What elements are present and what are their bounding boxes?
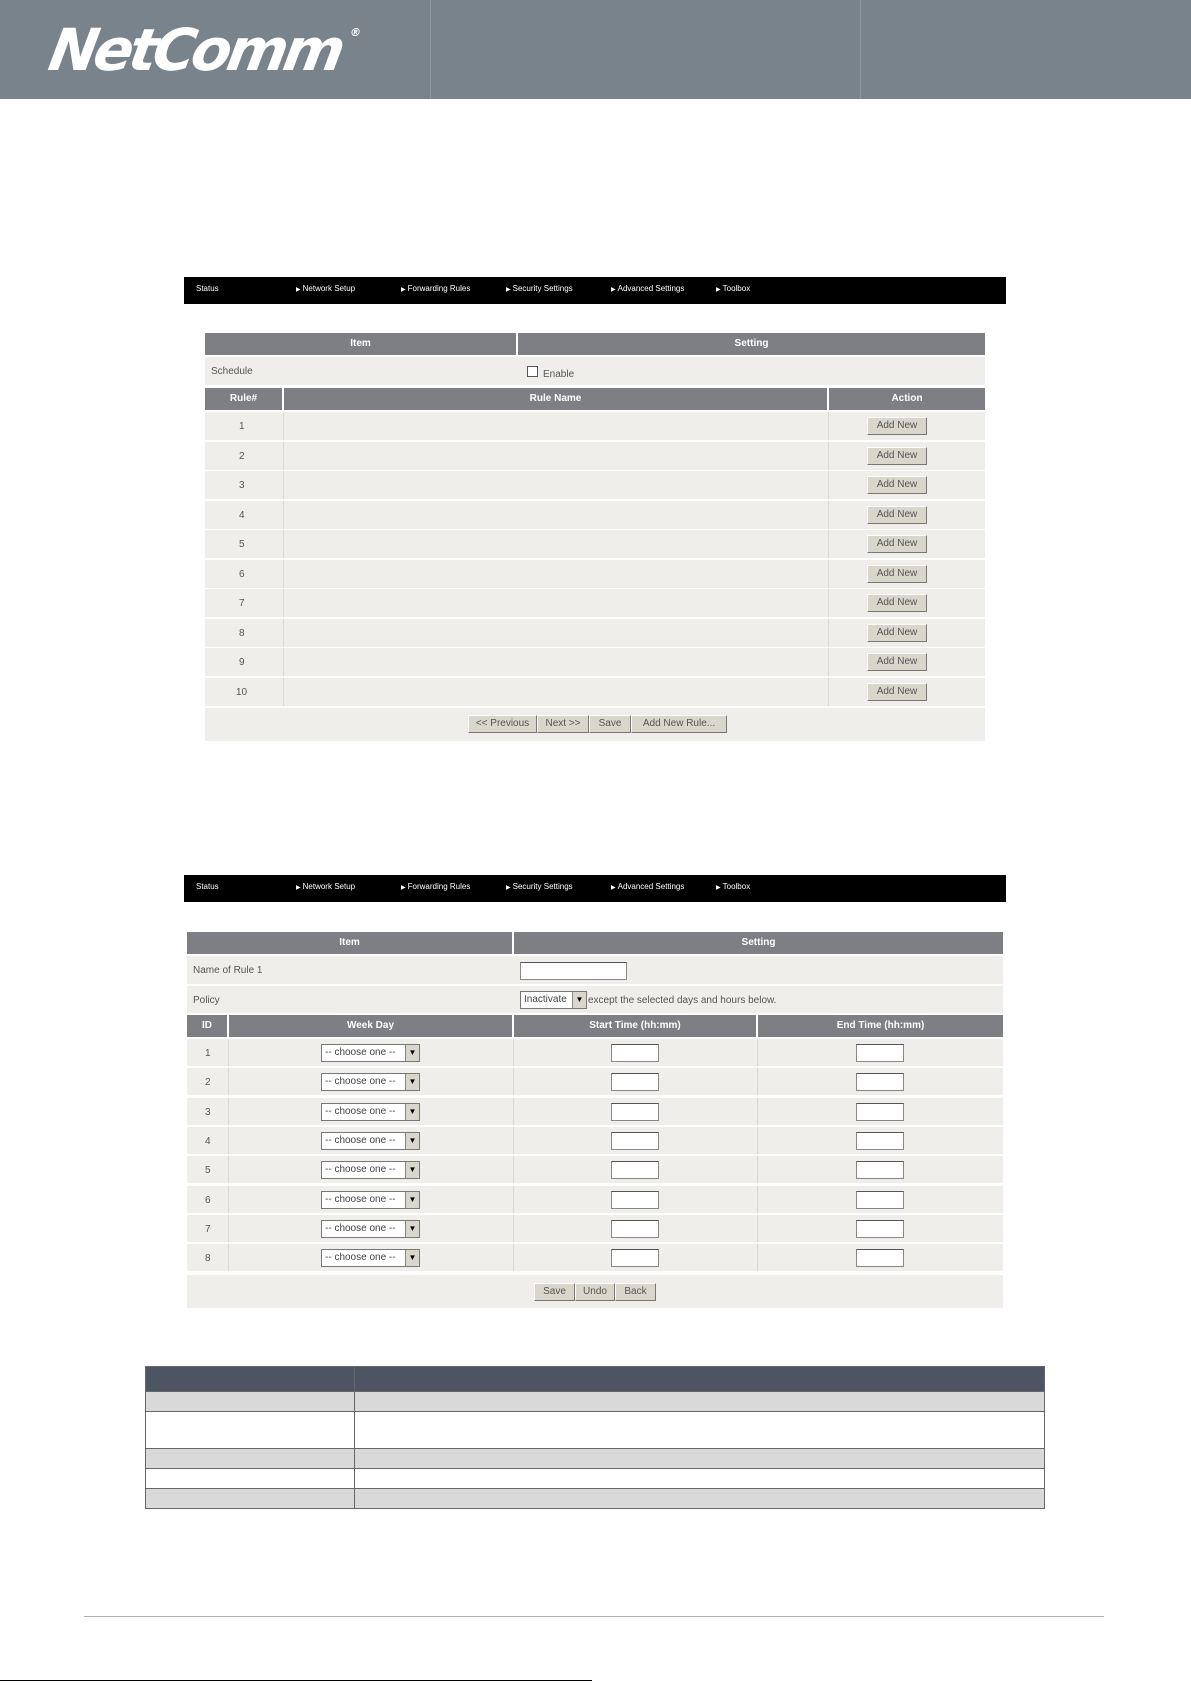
- nav-label: Security Settings: [512, 882, 573, 891]
- week-day-selected-value: -- choose one --: [325, 1105, 396, 1117]
- week-day-selected-value: -- choose one --: [325, 1193, 396, 1205]
- column-divider: [283, 530, 284, 558]
- column-divider: [283, 678, 284, 706]
- add-new-button[interactable]: Add New: [867, 447, 927, 465]
- nav-label: Toolbox: [722, 284, 751, 293]
- table-cell: [355, 1469, 1045, 1489]
- header-item: Item: [187, 932, 512, 954]
- table-cell: [355, 1412, 1045, 1449]
- back-button[interactable]: Back: [615, 1283, 656, 1301]
- header-rule-name: Rule Name: [284, 388, 827, 410]
- nav-label: Advanced Settings: [617, 882, 685, 891]
- dropdown-arrow-icon: ▼: [405, 1045, 419, 1061]
- rule-number: 9: [239, 657, 245, 668]
- row-id: 1: [205, 1048, 211, 1059]
- add-new-button[interactable]: Add New: [867, 476, 927, 494]
- table-cell: [355, 1489, 1045, 1509]
- column-divider: [513, 1098, 514, 1125]
- rule-number: 2: [239, 450, 245, 462]
- save-button[interactable]: Save: [589, 715, 631, 733]
- column-divider: [757, 1215, 758, 1242]
- dropdown-arrow-icon: ▼: [405, 1074, 419, 1090]
- column-divider: [828, 471, 829, 499]
- header-week-day: Week Day: [229, 1015, 512, 1037]
- rule-number: 10: [236, 686, 248, 698]
- add-new-button[interactable]: Add New: [867, 683, 927, 701]
- row-id: 7: [205, 1223, 211, 1235]
- logo-text: NetComm: [44, 16, 347, 84]
- column-divider: [757, 1068, 758, 1095]
- end-time-input[interactable]: [856, 1220, 904, 1238]
- column-divider: [757, 1127, 758, 1154]
- table-cell: [146, 1489, 355, 1509]
- week-day-select[interactable]: [321, 1103, 420, 1121]
- header-rule-number: Rule#: [205, 388, 282, 410]
- start-time-input[interactable]: [611, 1132, 659, 1150]
- column-divider: [228, 1215, 229, 1242]
- play-arrow-icon: ▶: [716, 885, 721, 891]
- nav-label: Network Setup: [302, 882, 356, 891]
- nav-label: Forwarding Rules: [407, 882, 471, 891]
- week-day-selected-value: -- choose one --: [325, 1134, 396, 1146]
- rule-number: 3: [239, 480, 245, 491]
- week-day-selected-value: -- choose one --: [325, 1252, 396, 1264]
- header-item: Item: [205, 333, 516, 355]
- play-arrow-icon: ▶: [611, 287, 616, 293]
- column-divider: [283, 589, 284, 617]
- week-day-select[interactable]: [321, 1132, 420, 1150]
- add-new-button[interactable]: Add New: [867, 594, 927, 612]
- banner-divider: [860, 0, 861, 99]
- column-divider: [283, 471, 284, 499]
- week-day-selected-value: -- choose one --: [325, 1047, 396, 1058]
- row-id: 5: [205, 1165, 211, 1177]
- end-time-input[interactable]: [856, 1132, 904, 1150]
- column-divider: [757, 1244, 758, 1271]
- row-id: 8: [205, 1253, 211, 1265]
- nav-label: Forwarding Rules: [407, 284, 471, 293]
- table-cell: [146, 1469, 355, 1489]
- netcomm-logo: [44, 16, 364, 84]
- column-divider: [513, 1186, 514, 1213]
- rule-name-label: Name of Rule 1: [193, 965, 263, 976]
- dropdown-arrow-icon: ▼: [405, 1221, 419, 1237]
- dropdown-arrow-icon: ▼: [405, 1250, 419, 1266]
- column-divider: [228, 1068, 229, 1095]
- column-divider: [513, 1156, 514, 1183]
- add-new-button[interactable]: Add New: [867, 417, 927, 435]
- column-divider: [283, 412, 284, 440]
- nav-status[interactable]: Status: [196, 882, 219, 891]
- add-new-button[interactable]: Add New: [867, 506, 927, 524]
- column-divider: [828, 501, 829, 529]
- column-divider: [283, 442, 284, 470]
- column-divider: [283, 648, 284, 676]
- nav-label: Security Settings: [512, 284, 573, 293]
- previous-button[interactable]: << Previous: [468, 715, 537, 733]
- dropdown-arrow-icon: ▼: [405, 1192, 419, 1208]
- week-day-selected-value: -- choose one --: [325, 1076, 396, 1088]
- next-button[interactable]: Next >>: [537, 715, 589, 733]
- column-divider: [283, 619, 284, 647]
- enable-label: Enable: [543, 369, 575, 380]
- table-cell: [146, 1449, 355, 1469]
- undo-button[interactable]: Undo: [575, 1283, 615, 1301]
- header-id: ID: [187, 1015, 227, 1037]
- rule-number: 7: [239, 598, 245, 609]
- policy-label: Policy: [193, 995, 220, 1006]
- table-cell: [146, 1392, 355, 1412]
- column-divider: [513, 1127, 514, 1154]
- column-divider: [757, 1098, 758, 1125]
- nav-label: Advanced Settings: [617, 284, 685, 293]
- nav-network-setup[interactable]: [296, 882, 355, 891]
- nav-forwarding-rules[interactable]: [401, 284, 470, 293]
- start-time-input[interactable]: [611, 1191, 659, 1209]
- week-day-selected-value: -- choose one --: [325, 1164, 396, 1176]
- dropdown-arrow-icon: ▼: [405, 1104, 419, 1120]
- column-divider: [228, 1098, 229, 1125]
- column-divider: [228, 1244, 229, 1271]
- play-arrow-icon: ▶: [506, 287, 511, 293]
- page-bottom-rule: [0, 1680, 592, 1681]
- header-banner: [0, 0, 1191, 99]
- start-time-input[interactable]: [611, 1073, 659, 1091]
- row-id: 3: [205, 1106, 211, 1118]
- save-button[interactable]: Save: [534, 1283, 575, 1301]
- nav-security-settings[interactable]: [506, 882, 573, 891]
- column-divider: [513, 1039, 514, 1066]
- column-divider: [828, 412, 829, 440]
- table-header-cell: [355, 1367, 1045, 1392]
- add-new-button[interactable]: Add New: [867, 624, 927, 642]
- start-time-input[interactable]: [611, 1044, 659, 1062]
- start-time-input[interactable]: [611, 1103, 659, 1121]
- column-divider: [228, 1039, 229, 1066]
- week-day-select[interactable]: [321, 1249, 420, 1267]
- play-arrow-icon: ▶: [611, 885, 616, 891]
- table-cell: [146, 1412, 355, 1449]
- week-day-selected-value: -- choose one --: [325, 1222, 396, 1234]
- policy-selected-value: Inactivate: [524, 994, 567, 1005]
- nav-network-setup[interactable]: [296, 284, 355, 293]
- column-divider: [283, 501, 284, 529]
- dropdown-arrow-icon: ▼: [405, 1162, 419, 1178]
- dropdown-arrow-icon: ▼: [405, 1133, 419, 1149]
- add-new-button[interactable]: Add New: [867, 653, 927, 671]
- header-setting: Setting: [518, 333, 985, 355]
- column-divider: [828, 678, 829, 706]
- column-divider: [513, 1244, 514, 1271]
- column-divider: [828, 648, 829, 676]
- start-time-input[interactable]: [611, 1249, 659, 1267]
- rule-name-input[interactable]: [520, 962, 627, 980]
- nav-advanced-settings[interactable]: [611, 882, 684, 891]
- nav-label: Network Setup: [302, 284, 356, 293]
- table-cell: [355, 1392, 1045, 1412]
- row-id: 4: [205, 1135, 211, 1147]
- play-arrow-icon: ▶: [401, 287, 406, 293]
- banner-divider: [430, 0, 431, 99]
- column-divider: [757, 1156, 758, 1183]
- nav-advanced-settings[interactable]: [611, 284, 684, 293]
- top-nav-bar: [184, 875, 1006, 902]
- rule-number: 6: [239, 568, 245, 580]
- schedule-enable-checkbox[interactable]: [527, 366, 538, 377]
- column-divider: [828, 560, 829, 588]
- schedule-label: Schedule: [211, 366, 253, 377]
- nav-toolbox[interactable]: [716, 882, 750, 891]
- policy-select[interactable]: [520, 991, 587, 1009]
- rule-number: 4: [239, 509, 245, 521]
- column-divider: [828, 530, 829, 558]
- column-divider: [513, 1215, 514, 1242]
- end-time-input[interactable]: [856, 1073, 904, 1091]
- add-new-button[interactable]: Add New: [867, 565, 927, 583]
- registered-mark: ®: [348, 26, 363, 39]
- policy-suffix: except the selected days and hours below.: [588, 995, 777, 1006]
- nav-security-settings[interactable]: [506, 284, 573, 293]
- header-action: Action: [829, 388, 985, 410]
- column-divider: [757, 1039, 758, 1066]
- description-table: [145, 1366, 1045, 1509]
- end-time-input[interactable]: [856, 1044, 904, 1062]
- rule-number: 8: [239, 627, 245, 639]
- column-divider: [228, 1186, 229, 1213]
- nav-status[interactable]: Status: [196, 284, 219, 293]
- column-divider: [828, 619, 829, 647]
- rule-number: 5: [239, 539, 245, 550]
- end-time-input[interactable]: [856, 1161, 904, 1179]
- column-divider: [828, 442, 829, 470]
- column-divider: [757, 1186, 758, 1213]
- week-day-select[interactable]: [321, 1191, 420, 1209]
- week-day-select[interactable]: [321, 1220, 420, 1238]
- row-id: 6: [205, 1194, 211, 1206]
- play-arrow-icon: ▶: [296, 885, 301, 891]
- footer-divider: [84, 1616, 1104, 1617]
- row-id: 2: [205, 1077, 211, 1089]
- week-day-select[interactable]: [321, 1044, 420, 1062]
- header-start-time: Start Time (hh:mm): [514, 1015, 756, 1037]
- table-header-cell: [146, 1367, 355, 1392]
- schedule-list-panel: [205, 333, 985, 741]
- start-time-input[interactable]: [611, 1220, 659, 1238]
- column-divider: [228, 1127, 229, 1154]
- end-time-input[interactable]: [856, 1103, 904, 1121]
- column-divider: [828, 589, 829, 617]
- week-day-select[interactable]: [321, 1073, 420, 1091]
- play-arrow-icon: ▶: [716, 287, 721, 293]
- nav-forwarding-rules[interactable]: [401, 882, 470, 891]
- nav-toolbox[interactable]: [716, 284, 750, 293]
- dropdown-arrow-icon: ▼: [572, 992, 586, 1008]
- nav-label: Toolbox: [722, 882, 751, 891]
- table-cell: [355, 1449, 1045, 1469]
- play-arrow-icon: ▶: [296, 287, 301, 293]
- play-arrow-icon: ▶: [506, 885, 511, 891]
- play-arrow-icon: ▶: [401, 885, 406, 891]
- header-end-time: End Time (hh:mm): [758, 1015, 1003, 1037]
- schedule-row: [205, 357, 985, 385]
- header-setting: Setting: [514, 932, 1003, 954]
- rule-number: 1: [239, 421, 245, 432]
- column-divider: [513, 1068, 514, 1095]
- add-new-button[interactable]: Add New: [867, 535, 927, 553]
- schedule-edit-panel: [187, 932, 1003, 1308]
- column-divider: [283, 560, 284, 588]
- top-nav-bar: [184, 277, 1006, 304]
- week-day-select[interactable]: [321, 1161, 420, 1179]
- add-new-rule-button[interactable]: Add New Rule...: [631, 715, 727, 733]
- end-time-input[interactable]: [856, 1249, 904, 1267]
- end-time-input[interactable]: [856, 1191, 904, 1209]
- column-divider: [228, 1156, 229, 1183]
- start-time-input[interactable]: [611, 1161, 659, 1179]
